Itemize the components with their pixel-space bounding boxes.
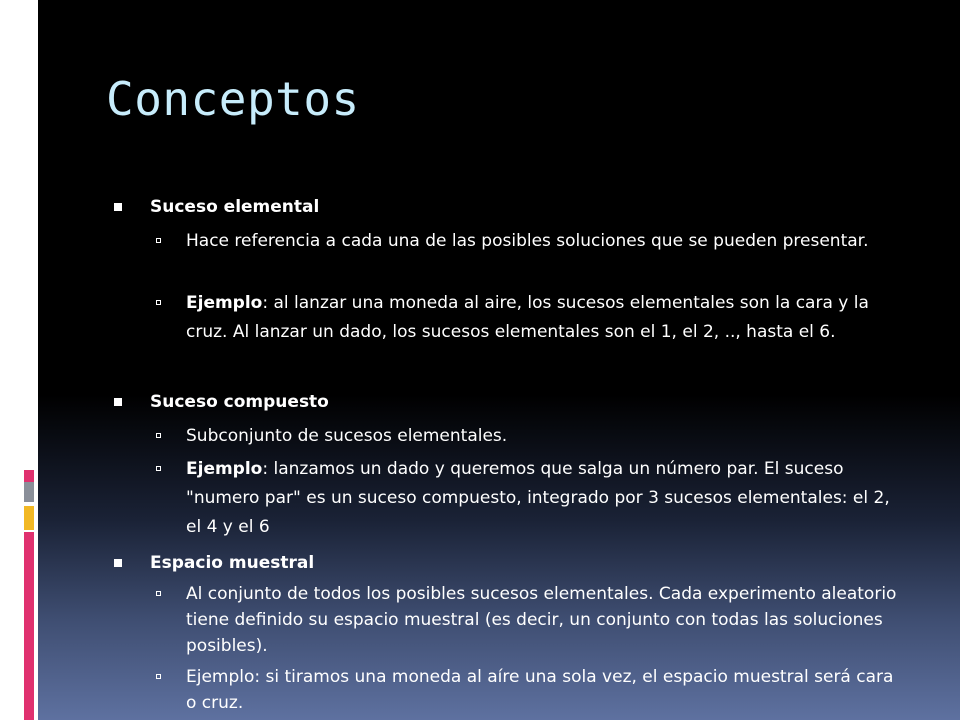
section-heading-3 (150, 553, 314, 573)
list-item (186, 422, 906, 451)
hollow-square-bullet-icon (156, 300, 161, 305)
list-item (186, 664, 906, 716)
square-bullet-icon (114, 559, 122, 567)
square-bullet-icon (114, 398, 122, 406)
list-item (186, 455, 906, 542)
list-item (186, 289, 906, 347)
section-heading-text: Suceso compuesto (150, 392, 329, 412)
section-heading-1 (150, 197, 319, 217)
section-heading-2 (150, 392, 329, 412)
list-item-text: Al conjunto de todos los posibles sucesos elementales. Cada experimento aleatorio tiene definido su espacio muestral (es decir, un conjunto con todas las soluciones posibles). (186, 584, 897, 656)
hollow-square-bullet-icon (156, 466, 161, 471)
list-item-text: Subconjunto de sucesos elementales. (186, 426, 508, 446)
section-heading-text: Espacio muestral (150, 553, 315, 573)
list-item-text: : al lanzar una moneda al aire, los sucesos elementales son la cara y la cruz. Al lanzar un dado, los sucesos elementales son el 1, el 2, .., hasta el 6. (186, 293, 869, 342)
list-item-bold: Ejemplo (186, 459, 263, 479)
page-title: Conceptos (106, 72, 360, 126)
list-item-text: : lanzamos un dado y queremos que salga un número par. El suceso "numero par" es un suceso compuesto, integrado por 3 sucesos elementales: el 2, el 4 y el 6 (186, 459, 890, 537)
hollow-square-bullet-icon (156, 674, 161, 679)
hollow-square-bullet-icon (156, 238, 161, 243)
hollow-square-bullet-icon (156, 433, 161, 438)
list-item (186, 227, 906, 256)
hollow-square-bullet-icon (156, 591, 161, 596)
square-bullet-icon (114, 203, 122, 211)
list-item-text: Hace referencia a cada una de las posibles soluciones que se pueden presentar. (186, 231, 869, 251)
section-heading-text: Suceso elemental (150, 197, 320, 217)
list-item-text: Ejemplo: si tiramos una moneda al aíre una sola vez, el espacio muestral será cara o cruz. (186, 667, 894, 713)
list-item (186, 581, 906, 659)
list-item-bold: Ejemplo (186, 293, 263, 313)
